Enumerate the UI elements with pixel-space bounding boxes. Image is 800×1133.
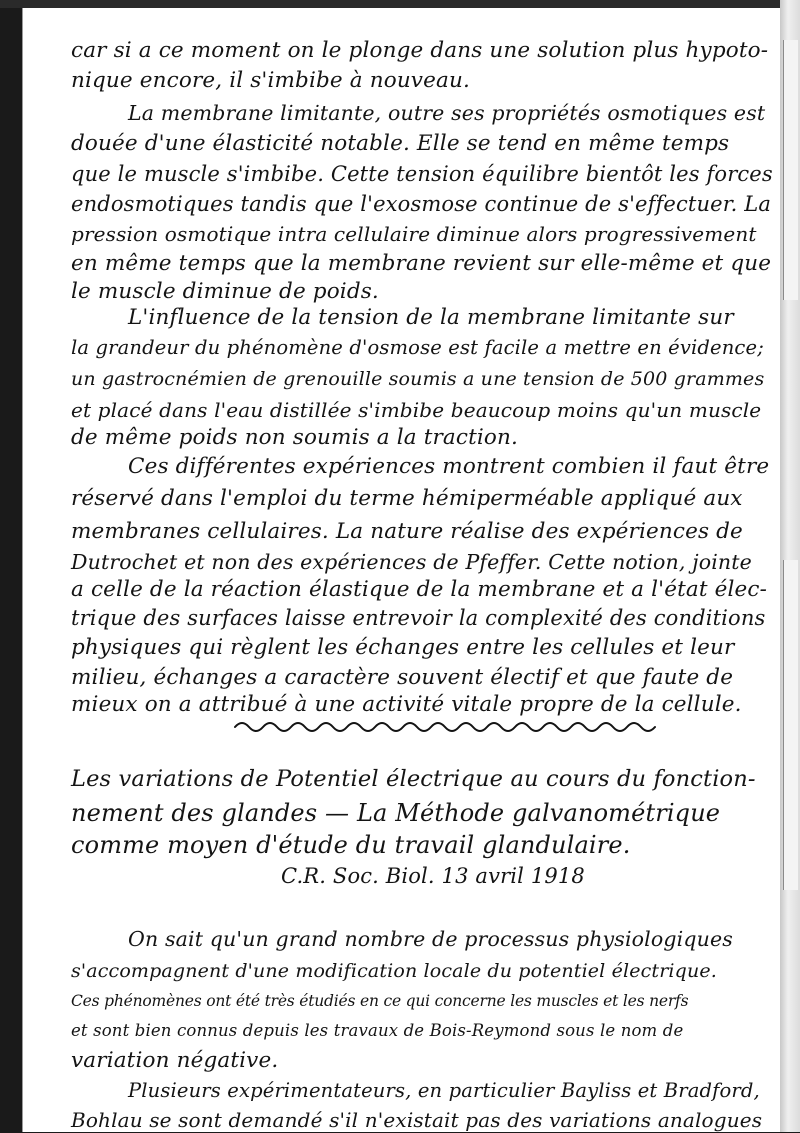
text-line: physiques qui règlent les échanges entre les cellules et leur — [71, 635, 735, 660]
text-line: endosmotiques tandis que l'exosmose continue de s'effectuer. La — [71, 192, 772, 216]
wavy-divider — [233, 715, 663, 737]
text-line: Dutrochet et non des expériences de Pfeffer. Cette notion, jointe — [71, 550, 752, 574]
paragraph-start-line: Plusieurs expérimentateurs, en particulier Bayliss et Bradford, — [128, 1079, 760, 1102]
stacked-page-edge — [783, 560, 798, 890]
text-line: nique encore, il s'imbibe à nouveau. — [71, 68, 470, 93]
page-stack-edge — [780, 0, 800, 1132]
text-line: milieu, échanges a caractère souvent électif et que faute de — [71, 665, 734, 690]
text-line: pression osmotique intra cellulaire diminue alors progressivement — [71, 222, 757, 246]
text-line: Bohlau se sont demandé s'il n'existait pas des variations analogues — [71, 1108, 763, 1132]
manuscript-page — [22, 8, 780, 1132]
section-title-line: comme moyen d'étude du travail glandulaire. — [71, 831, 631, 859]
section-title-line: Les variations de Potentiel électrique au cours du fonction- — [71, 766, 756, 792]
paragraph-start-line: Ces différentes expériences montrent combien il faut être — [128, 454, 770, 479]
text-line: un gastrocnémien de grenouille soumis a une tension de 500 grammes — [71, 368, 765, 390]
paragraph-start-line: On sait qu'un grand nombre de processus physiologiques — [128, 927, 733, 951]
section-title-line: nement des glandes — La Méthode galvanométrique — [71, 799, 721, 827]
paragraph-start-line: L'influence de la tension de la membrane limitante sur — [128, 305, 734, 330]
scan-top-border — [0, 0, 800, 8]
text-line: s'accompagnent d'une modification locale du potentiel électrique. — [71, 960, 717, 982]
text-line: réservé dans l'emploi du terme hémiperméable appliqué aux — [71, 486, 743, 511]
text-line: a celle de la réaction élastique de la membrane et a l'état élec- — [71, 577, 767, 602]
stacked-page-edge — [783, 40, 798, 300]
text-line: Ces phénomènes ont été très étudiés en ce qui concerne les muscles et les nerfs — [71, 992, 689, 1010]
text-line: trique des surfaces laisse entrevoir la complexité des conditions — [71, 606, 766, 630]
text-line: variation négative. — [71, 1048, 279, 1073]
text-line: en même temps que la membrane revient sur elle-même et que — [71, 251, 772, 276]
text-line: le muscle diminue de poids. — [71, 279, 379, 304]
text-line: mieux on a attribué à une activité vitale propre de la cellule. — [71, 692, 742, 717]
text-line: douée d'une élasticité notable. Elle se tend en même temps — [71, 131, 730, 156]
text-line: et placé dans l'eau distillée s'imbibe beaucoup moins qu'un muscle — [71, 398, 762, 422]
text-line: la grandeur du phénomène d'osmose est facile a mettre en évidence; — [71, 336, 764, 359]
text-line: membranes cellulaires. La nature réalise des expériences de — [71, 519, 743, 544]
citation-reference: C.R. Soc. Biol. 13 avril 1918 — [281, 864, 585, 888]
text-line: car si a ce moment on le plonge dans une solution plus hypoto- — [71, 38, 769, 63]
text-line: de même poids non soumis a la traction. — [71, 425, 518, 450]
text-line: que le muscle s'imbibe. Cette tension équilibre bientôt les forces — [71, 162, 773, 186]
text-line: et sont bien connus depuis les travaux de Bois-Reymond sous le nom de — [71, 1021, 684, 1040]
paragraph-start-line: La membrane limitante, outre ses propriétés osmotiques est — [128, 101, 766, 125]
